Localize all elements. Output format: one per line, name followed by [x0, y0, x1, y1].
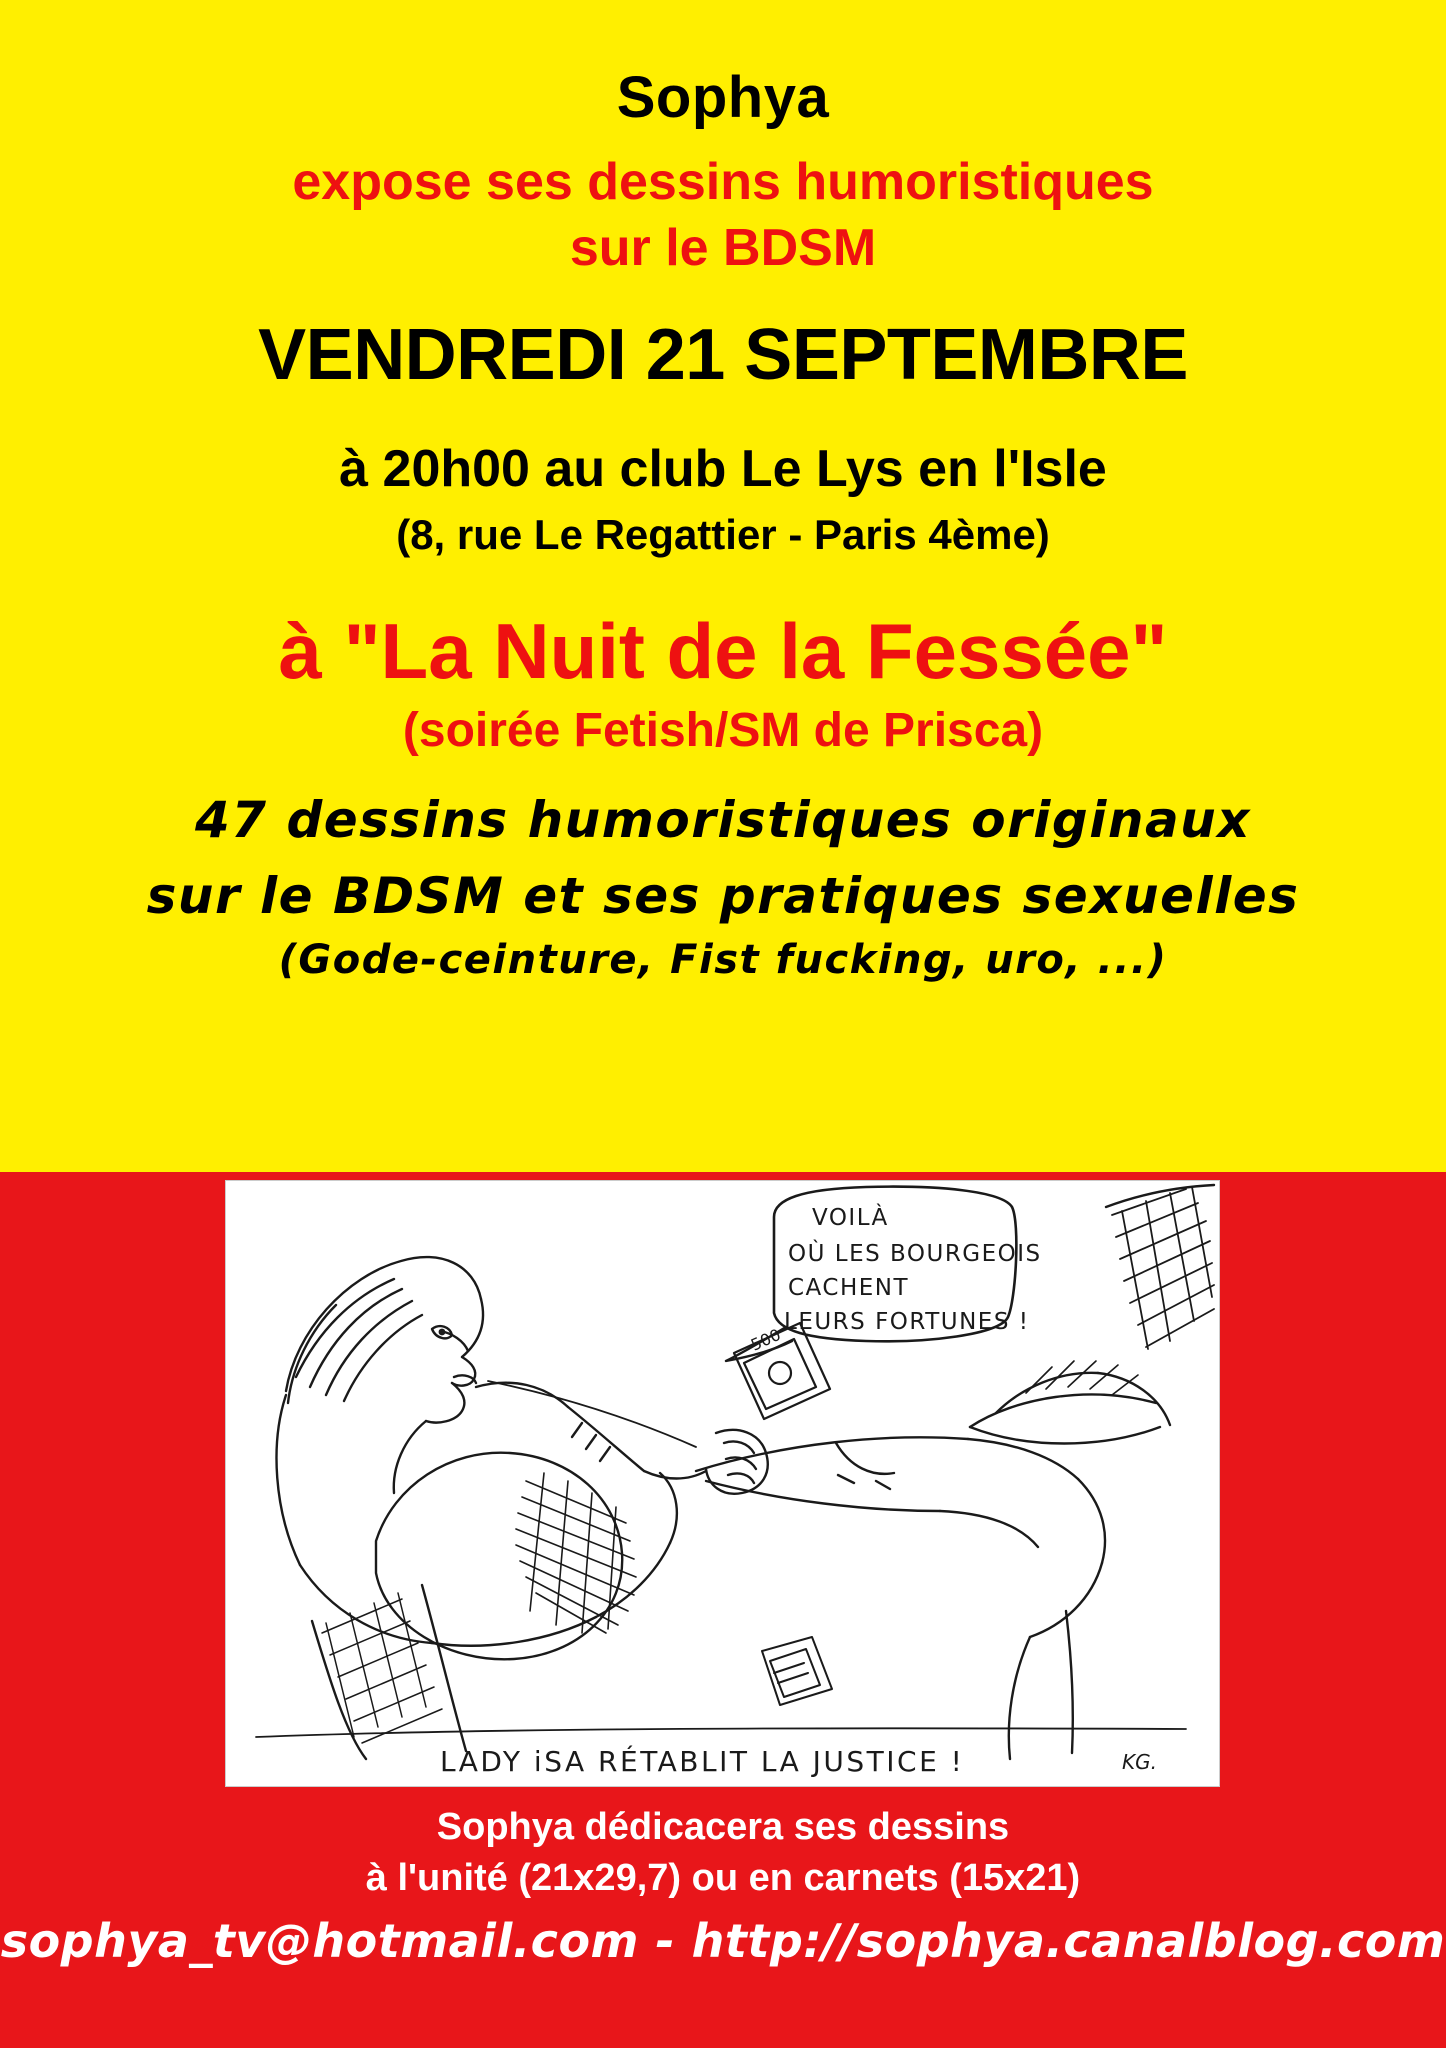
cartoon-bubble-line-4: LEURS FORTUNES ! — [784, 1309, 1030, 1335]
cartoon-bubble-line-3: CACHENT — [788, 1275, 910, 1301]
cartoon-signature: KG. — [1122, 1750, 1157, 1774]
event-address: (8, rue Le Regattier - Paris 4ème) — [396, 511, 1050, 559]
artist-name: Sophya — [616, 65, 830, 130]
cartoon-bubble-line-1: VOILÀ — [812, 1205, 889, 1231]
cartoon-drawing — [226, 1181, 1219, 1786]
dedication-line-2: à l'unité (21x29,7) ou en carnets (15x21) — [365, 1857, 1081, 1900]
dedication-line-1: Sophya dédicacera ses dessins — [436, 1806, 1010, 1848]
svg-text:500: 500 — [747, 1324, 784, 1355]
subtitle-line-1: expose ses dessins humoristiques — [292, 152, 1154, 211]
poster-bottom-panel — [0, 1172, 1446, 2048]
description-line-2: sur le BDSM et ses pratiques sexuelles — [146, 867, 1300, 926]
event-venue: à 20h00 au club Le Lys en l'Isle — [339, 440, 1107, 499]
description-line-3: (Gode-ceinture, Fist fucking, uro, ...) — [278, 937, 1168, 984]
contact-line: sophya_tv@hotmail.com - http://sophya.canalblog.com — [0, 1914, 1446, 1968]
dedication-text — [0, 1802, 1446, 1905]
event-subtitle: (soirée Fetish/SM de Prisca) — [402, 703, 1044, 757]
event-title: à "La Nuit de la Fessée" — [278, 606, 1168, 695]
subtitle-line-2: sur le BDSM — [569, 219, 877, 278]
description-line-1: 47 dessins humoristiques originaux — [194, 791, 1252, 850]
cartoon-illustration — [225, 1180, 1220, 1787]
cartoon-caption: LADY iSA RÉTABLIT LA JUSTICE ! — [440, 1745, 965, 1778]
cartoon-bubble-line-2: OÙ LES BOURGEOIS — [788, 1241, 1042, 1267]
event-date: VENDREDI 21 SEPTEMBRE — [258, 314, 1188, 395]
